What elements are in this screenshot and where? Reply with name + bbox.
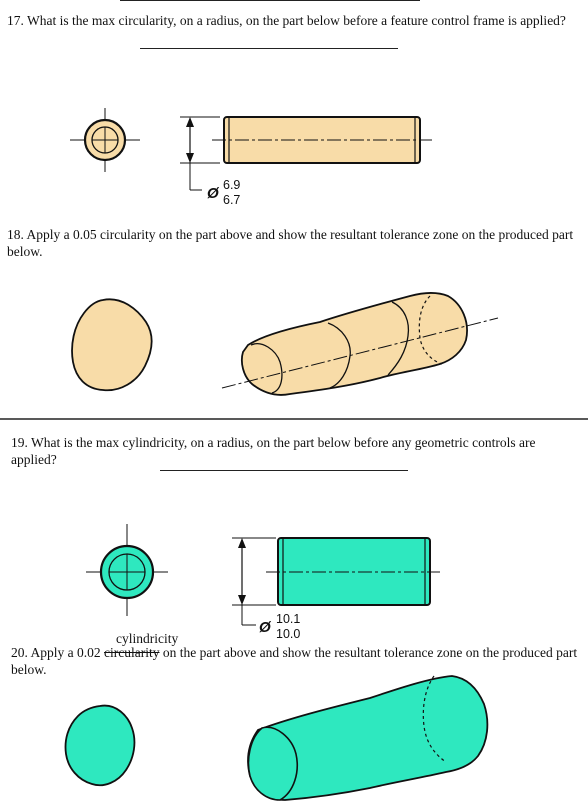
question-20-text-after: on the part above and show the resultant tolerance zone on the produced part below. [11, 645, 578, 677]
q19-diameter-symbol: Ø [259, 619, 271, 636]
q17-end-view [70, 108, 140, 172]
question-20-text-before: Apply a 0.02 [30, 645, 105, 660]
q18-end-view-blob [72, 299, 152, 390]
q19-end-view [86, 524, 168, 616]
q20-struck-word: circularity [104, 645, 160, 660]
q17-dim-upper: 6.9 [223, 178, 241, 192]
q19-dim-lower: 10.0 [276, 627, 301, 641]
question-18 [7, 226, 579, 260]
q20-side-view-blob [248, 676, 487, 800]
question-20-number: 20. [11, 645, 28, 660]
question-18-text: Apply a 0.05 circularity on the part above and show the resultant tolerance zone on the produced part below. [7, 227, 574, 259]
question-19 [11, 434, 579, 468]
q17-diameter-symbol: Ø [207, 185, 219, 202]
question-18-number: 18. [7, 227, 24, 242]
answer-line-19[interactable] [160, 470, 408, 471]
q17-side-view [180, 117, 432, 190]
question-20 [11, 644, 579, 678]
q20-inserted-word: cylindricity [116, 631, 179, 646]
question-17-text: What is the max circularity, on a radius, on the part below before a feature control frame is applied? [27, 13, 566, 28]
q17-dim-lower: 6.7 [223, 193, 241, 207]
question-19-number: 19. [11, 435, 28, 450]
question-19-text: What is the max cylindricity, on a radius, on the part below before any geometric controls are applied? [11, 435, 536, 467]
q18-side-view-blob [222, 293, 498, 395]
q20-end-view-blob [66, 706, 135, 786]
question-17-number: 17. [7, 13, 24, 28]
q19-dim-upper: 10.1 [276, 612, 301, 626]
q19-side-view [232, 538, 440, 625]
